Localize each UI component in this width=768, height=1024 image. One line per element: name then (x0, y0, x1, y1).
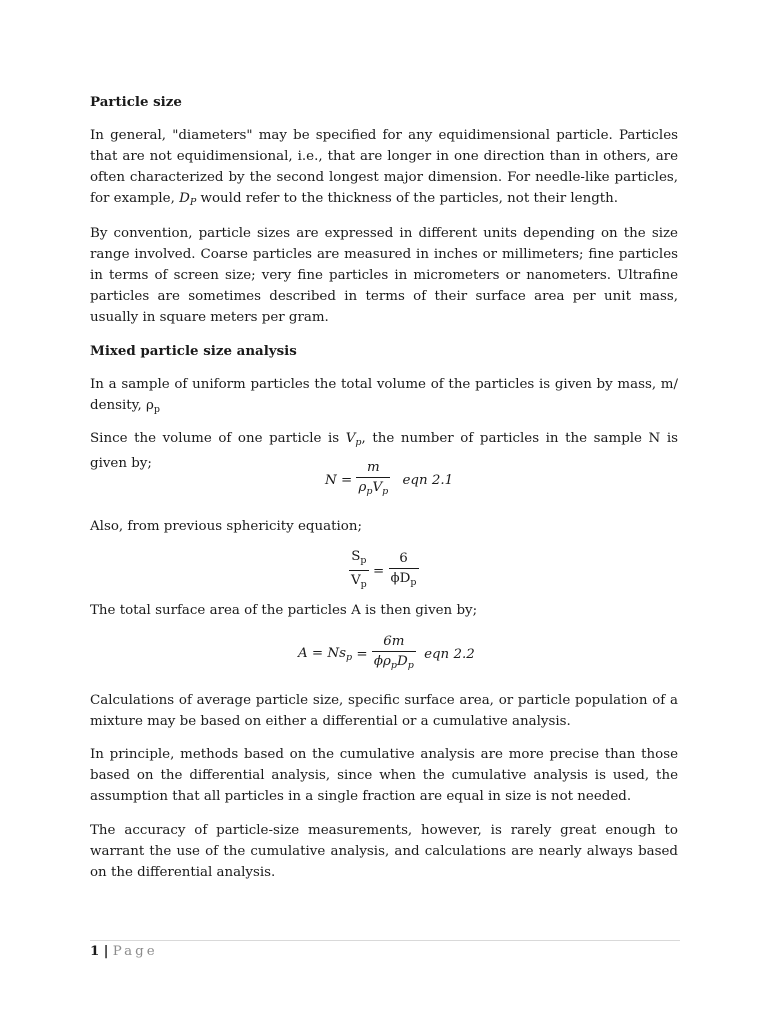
paragraph-principle: In principle, methods based on the cumulative analysis are more precise than those based on the differential analysis, since when the cumulative analysis is used, the assumption that all particles in a single fraction are equal in size is not needed. (90, 747, 678, 804)
equation-2-2: $A = Ns_p$ = $\frac{6m}{\phi\rho_pD_p}$ eqn 2.2 (298, 633, 475, 676)
page-number: 1 (90, 943, 100, 959)
page-label: Page (112, 944, 158, 959)
paragraph-sphericity: Also, from previous sphericity equation; (90, 519, 362, 534)
equation-label: eqn 2.2 (424, 647, 475, 662)
heading-mixed-analysis: Mixed particle size analysis (90, 343, 297, 359)
heading-particle-size: Particle size (90, 94, 182, 110)
equation-2-1: N = $\frac{m}{\rho_pV_p}$ eqn 2.1 (325, 459, 453, 502)
footer-divider (90, 940, 680, 941)
page-footer (90, 942, 158, 961)
paragraph-convention: By convention, particle sizes are expressed in different units depending on the size range involved. Coarse particles are measured in inches or millimeters; fine particles in terms of screen size; very fine particles in micrometers or nanometers. Ultrafine particles are sometimes described in terms of their surface area per unit mass, usually in square meters per gram. (90, 226, 678, 325)
paragraph-uniform-sample: In a sample of uniform particles the total volume of the particles is given by mass, m/ density, $\rho_p$ (90, 377, 678, 415)
paragraph-calculations: Calculations of average particle size, specific surface area, or particle population of a mixture may be based on either a differential or a cumulative analysis. (90, 693, 678, 729)
paragraph-total-surface: The total surface area of the particles A is then given by; (90, 603, 478, 618)
equation-sphericity: $\frac{S_p}{V_p}$ = $\frac{6}{\phi D_p}$ (349, 548, 419, 595)
paragraph-diameters: In general, "diameters" may be specified for any equidimensional particle. Particles that are not equidimensional, i.e., that are longer in one direction than in others, are often characterized by the second longest major dimension. For needle-like particles, for example, $D_P$ would refer to the thickness of the particles, not their length. (90, 128, 678, 208)
footer-separator: | (103, 943, 109, 959)
equation-label: eqn 2.1 (402, 473, 454, 488)
paragraph-accuracy: The accuracy of particle-size measurements, however, is rarely great enough to warrant the use of the cumulative analysis, and calculations are nearly always based on the differential analysis. (90, 823, 678, 880)
paragraph-volume-one-particle: Since the volume of one particle is $V_p$, the number of particles in the sample N is given by; (90, 431, 678, 471)
